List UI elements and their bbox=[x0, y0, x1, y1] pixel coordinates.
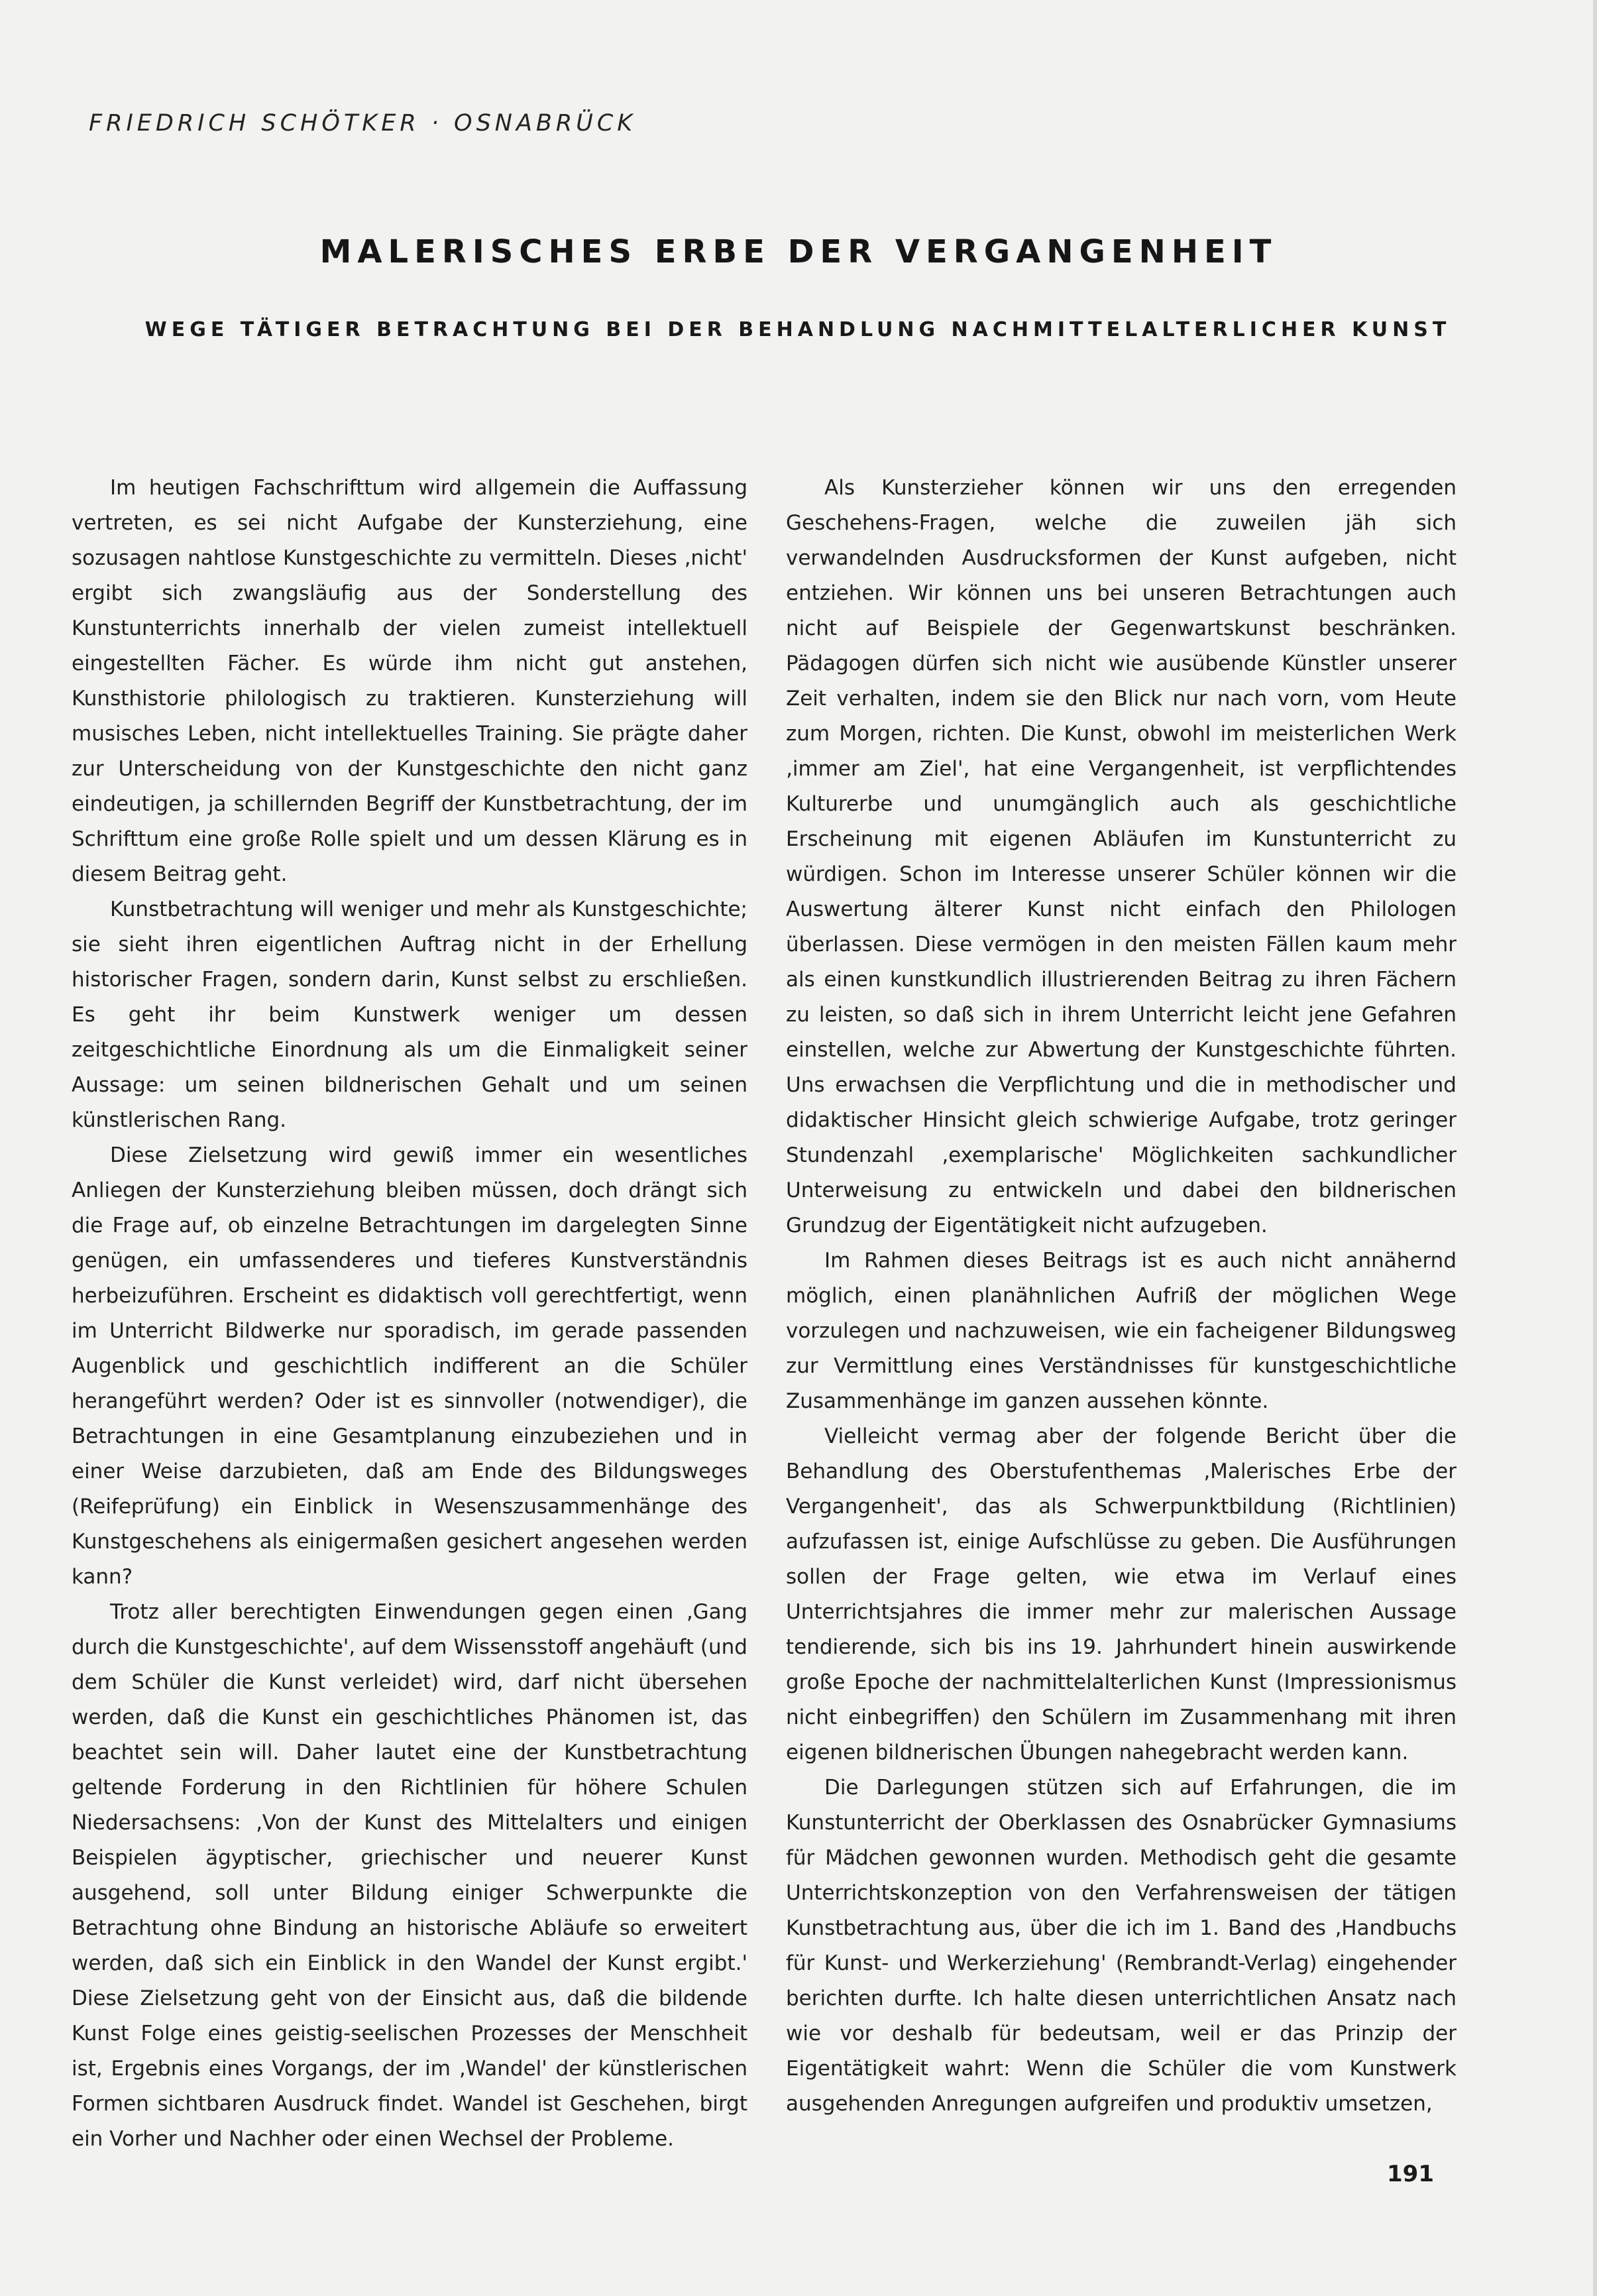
page-number: 191 bbox=[1387, 2161, 1434, 2187]
paragraph: Die Darlegungen stützen sich auf Erfahrungen, die im Kunstunterricht der Oberklassen des Osnabrücker Gymnasiums für Mädchen gewonnen wurden. Methodisch geht die gesamte Unterrichtskonzeption von den Verfahrensweisen der tätigen Kunstbetrachtung aus, über die ich im 1. Band des ‚Handbuchs für Kunst- und Werkerziehung' (Rembrandt-Verlag) eingehender berichten durfte. Ich halte diesen unterrichtlichen Ansatz nach wie vor deshalb für bedeutsam, weil er das Prinzip der Eigentätigkeit wahrt: Wenn die Schüler die vom Kunstwerk ausgehenden Anregungen aufgreifen und produktiv umsetzen, bbox=[786, 1776, 1457, 2116]
page-edge-shadow bbox=[1593, 0, 1597, 2296]
author-line: FRIEDRICH SCHÖTKER · OSNABRÜCK bbox=[89, 110, 637, 137]
paragraph: Kunstbetrachtung will weniger und mehr als Kunstgeschichte; sie sieht ihren eigentlichen Auftrag nicht in der Erhellung historischer Fragen, sondern darin, Kunst selbst zu erschließen. Es geht ihr beim Kunstwerk weniger um dessen zeitgeschichtliche Einordnung als um die Einmaligkeit seiner Aussage: um seinen bildnerischen Gehalt und um seinen künstlerischen Rang. bbox=[72, 897, 747, 1132]
left-text-column bbox=[72, 471, 747, 2157]
right-text-column bbox=[786, 471, 1457, 2122]
paragraph: Als Kunsterzieher können wir uns den erregenden Geschehens-Fragen, welche die zuweilen jäh sich verwandelnden Ausdrucksformen der Kunst aufgeben, nicht entziehen. Wir können uns bei unseren Betrachtungen auch nicht auf Beispiele der Gegenwartskunst beschränken. Pädagogen dürfen sich nicht wie ausübende Künstler unserer Zeit verhalten, indem sie den Blick nur nach vorn, vom Heute zum Morgen, richten. Die Kunst, obwohl im meisterlichen Werk ‚immer am Ziel', hat eine Vergangenheit, ist verpflichtendes Kulturerbe und unumgänglich auch als geschichtliche Erscheinung mit eigenen Abläufen im Kunstunterricht zu würdigen. Schon im Interesse unserer Schüler können wir die Auswertung älterer Kunst nicht einfach den Philologen überlassen. Diese vermögen in den meisten Fällen kaum mehr als einen kunstkundlich illustrierenden Beitrag zu ihren Fächern zu leisten, so daß sich in ihrem Unterricht leicht jene Gefahren einstellen, welche zur Abwertung der Kunstgeschichte führten. Uns erwachsen die Verpflichtung und die in methodischer und didaktischer Hinsicht gleich schwierige Aufgabe, trotz geringer Stundenzahl ‚exemplarische' Möglichkeiten sachkundlicher Unterweisung zu entwickeln und dabei den bildnerischen Grundzug der Eigentätigkeit nicht aufzugeben. bbox=[786, 476, 1457, 1237]
paragraph: Im Rahmen dieses Beitrags ist es auch nicht annähernd möglich, einen planähnlichen Aufriß der möglichen Wege vorzulegen und nachzuweisen, wie ein facheigener Bildungsweg zur Vermittlung eines Verständnisses für kunstgeschichtliche Zusammenhänge im ganzen aussehen könnte. bbox=[786, 1249, 1457, 1413]
paragraph: Im heutigen Fachschrifttum wird allgemein die Auffassung vertreten, es sei nicht Aufgabe der Kunsterziehung, eine sozusagen nahtlose Kunstgeschichte zu vermitteln. Dieses ‚nicht' ergibt sich zwangsläufig aus der Sonderstellung des Kunstunterrichts innerhalb der vielen zumeist intellektuell eingestellten Fächer. Es würde ihm nicht gut anstehen, Kunsthistorie philologisch zu traktieren. Kunsterziehung will musisches Leben, nicht intellektuelles Training. Sie prägte daher zur Unterscheidung von der Kunstgeschichte den nicht ganz eindeutigen, ja schillernden Begriff der Kunstbetrachtung, der im Schrifttum eine große Rolle spielt und um dessen Klärung es in diesem Beitrag geht. bbox=[72, 476, 747, 886]
paragraph: Vielleicht vermag aber der folgende Bericht über die Behandlung des Oberstufenthemas ‚Malerisches Erbe der Vergangenheit', das als Schwerpunktbildung (Richtlinien) aufzufassen ist, einige Aufschlüsse zu geben. Die Ausführungen sollen der Frage gelten, wie etwa im Verlauf eines Unterrichtsjahres die immer mehr zur malerischen Aussage tendierende, sich bis ins 19. Jahrhundert hinein auswirkende große Epoche der nachmittelalterlichen Kunst (Impressionismus nicht einbegriffen) den Schülern im Zusammenhang mit ihren eigenen bildnerischen Übungen nahegebracht werden kann. bbox=[786, 1424, 1457, 1764]
paragraph: Trotz aller berechtigten Einwendungen gegen einen ‚Gang durch die Kunstgeschichte', auf dem Wissensstoff angehäuft (und dem Schüler die Kunst verleidet) wird, darf nicht übersehen werden, daß die Kunst ein geschichtliches Phänomen ist, das beachtet sein will. Daher lautet eine der Kunstbetrachtung geltende Forderung in den Richtlinien für höhere Schulen Niedersachsens: ‚Von der Kunst des Mittelalters und einigen Beispielen ägyptischer, griechischer und neuerer Kunst ausgehend, soll unter Bildung einiger Schwerpunkte die Betrachtung ohne Bindung an historische Abläufe so erweitert werden, daß sich ein Einblick in den Wandel der Kunst ergibt.' Diese Zielsetzung geht von der Einsicht aus, daß die bildende Kunst Folge eines geistig-seelischen Prozesses der Menschheit ist, Ergebnis eines Vorgangs, der im ‚Wandel' der künstlerischen Formen sichtbaren Ausdruck findet. Wandel ist Geschehen, birgt ein Vorher und Nachher oder einen Wechsel der Probleme. bbox=[72, 1600, 747, 2151]
paragraph: Diese Zielsetzung wird gewiß immer ein wesentliches Anliegen der Kunsterziehung bleiben müssen, doch drängt sich die Frage auf, ob einzelne Betrachtungen im dargelegten Sinne genügen, ein umfassenderes und tieferes Kunstverständnis herbeizuführen. Erscheint es didaktisch voll gerechtfertigt, wenn im Unterricht Bildwerke nur sporadisch, im gerade passenden Augenblick und geschichtlich indifferent an die Schüler herangeführt werden? Oder ist es sinnvoller (notwendiger), die Betrachtungen in eine Gesamtplanung einzubeziehen und in einer Weise darzubieten, daß am Ende des Bildungsweges (Reifeprüfung) ein Einblick in Wesenszusammenhänge des Kunstgeschehens als einigermaßen gesichert angesehen werden kann? bbox=[72, 1143, 747, 1589]
article-subtitle: WEGE TÄTIGER BETRACHTUNG BEI DER BEHANDLUNG NACHMITTELALTERLICHER KUNST bbox=[144, 318, 1451, 341]
article-title: MALERISCHES ERBE DER VERGANGENHEIT bbox=[319, 233, 1278, 270]
